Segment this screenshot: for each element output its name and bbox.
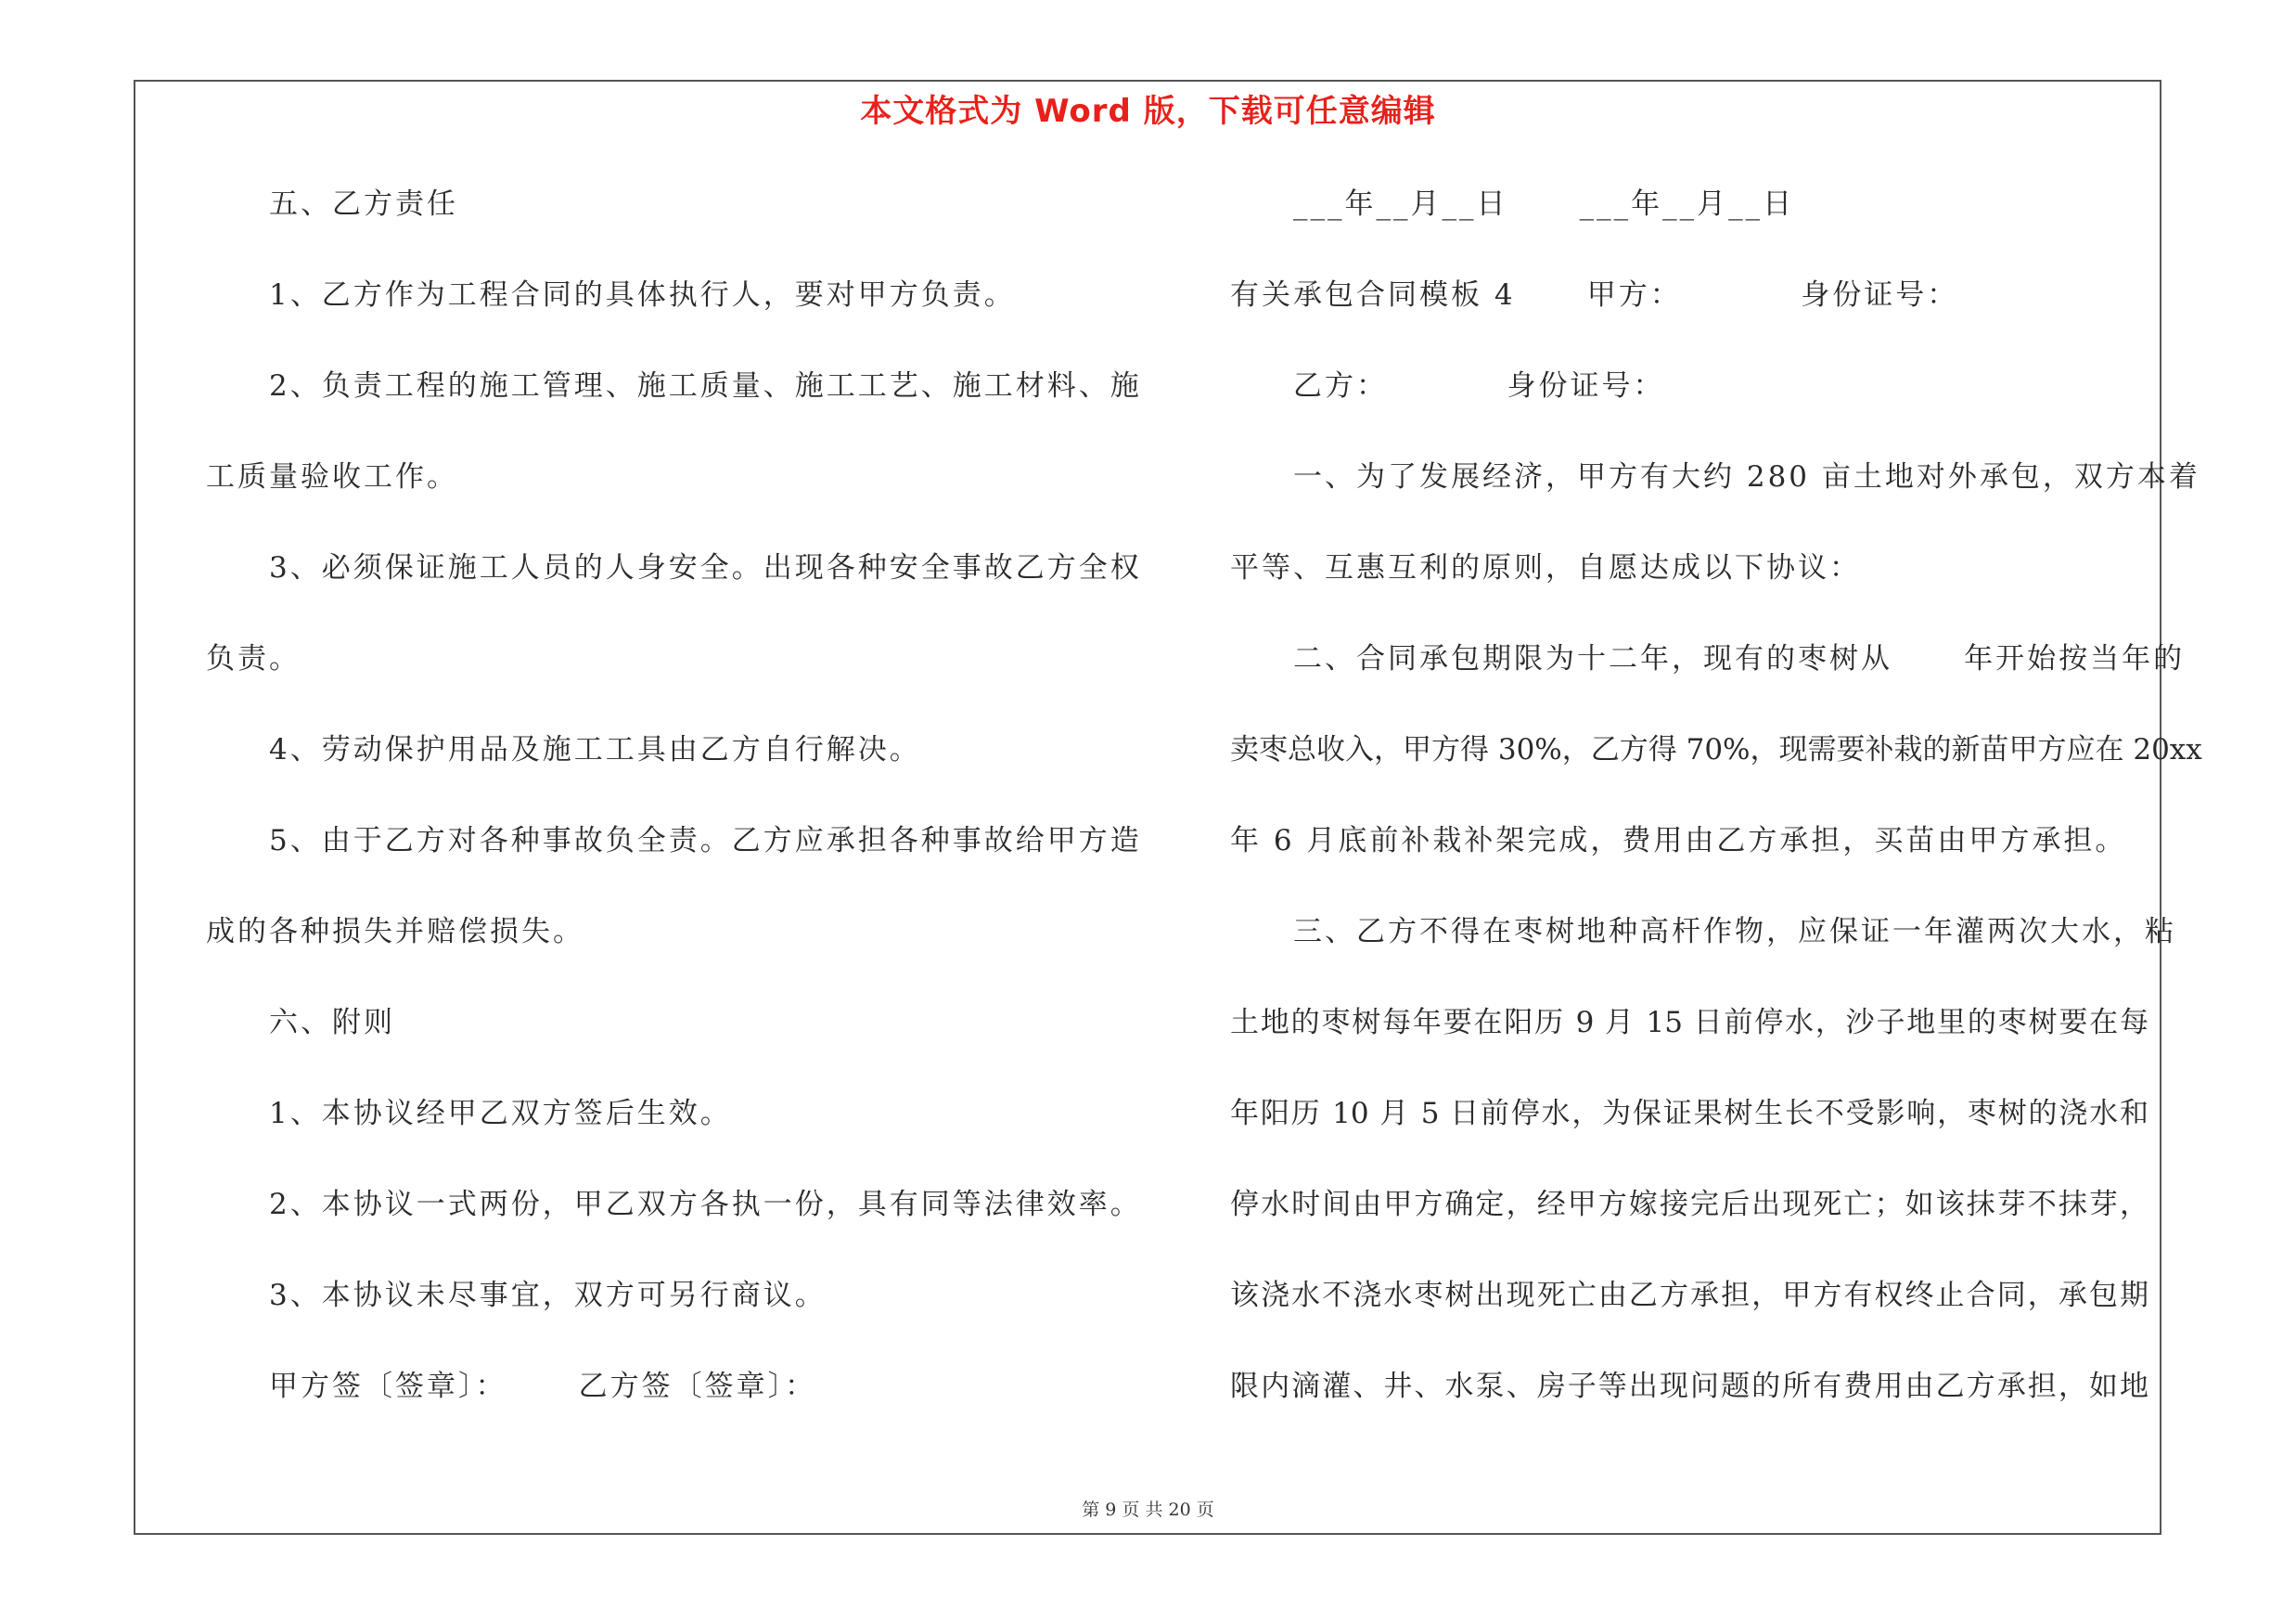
paragraph-line: 年阳历 10 月 5 日前停水，为保证果树生长不受影响，枣树的浇水和 <box>1230 1097 2148 1130</box>
section-heading: 六、附则 <box>269 1006 395 1039</box>
paragraph-line: 工质量验收工作。 <box>206 460 458 494</box>
signature-line: 甲方签〔签章〕： 乙方签〔签章〕： <box>269 1370 817 1403</box>
paragraph-line: 年 6 月底前补栽补架完成，费用由乙方承担，买苗由甲方承担。 <box>1230 824 2127 857</box>
paragraph-line: 2、本协议一式两份，甲乙双方各执一份，具有同等法律效率。 <box>269 1188 1142 1221</box>
paragraph-line: 停水时间由甲方确定，经甲方嫁接完后出现死亡；如该抹芽不抹芽， <box>1230 1188 2148 1221</box>
paragraph-line: 三、乙方不得在枣树地种高杆作物，应保证一年灌两次大水，粘 <box>1293 915 2176 948</box>
contract-title-line: 有关承包合同模板 4 甲方： 身份证号： <box>1230 278 1959 312</box>
paragraph-line: 3、必须保证施工人员的人身安全。出现各种安全事故乙方全权 <box>269 551 1142 585</box>
paragraph-line: 5、由于乙方对各种事故负全责。乙方应承担各种事故给甲方造 <box>269 824 1142 857</box>
paragraph-line: 该浇水不浇水枣树出现死亡由乙方承担，甲方有权终止合同，承包期 <box>1230 1279 2148 1312</box>
paragraph-line: 二、合同承包期限为十二年，现有的枣树从 年开始按当年的 <box>1293 642 2186 676</box>
page-number: 第 9 页 共 20 页 <box>1082 1500 1214 1520</box>
paragraph-line: 1、乙方作为工程合同的具体执行人，要对甲方负责。 <box>269 278 1016 312</box>
paragraph-line: 1、本协议经甲乙双方签后生效。 <box>269 1097 732 1130</box>
paragraph-line: 4、劳动保护用品及施工工具由乙方自行解决。 <box>269 733 921 766</box>
paragraph-line: 限内滴灌、井、水泵、房子等出现问题的所有费用由乙方承担，如地 <box>1230 1370 2148 1403</box>
paragraph-line: 卖枣总收入，甲方得 30%，乙方得 70%，现需要补栽的新苗甲方应在 20xx <box>1230 733 2202 766</box>
date-line: ___年__月__日 ___年__月__日 <box>1293 187 1795 221</box>
paragraph-line: 3、本协议未尽事宜，双方可另行商议。 <box>269 1279 827 1312</box>
paragraph-line: 一、为了发展经济，甲方有大约 280 亩土地对外承包，双方本着 <box>1293 460 2200 494</box>
party-line: 乙方： 身份证号： <box>1293 369 1665 403</box>
paragraph-line: 负责。 <box>206 642 301 676</box>
paragraph-line: 土地的枣树每年要在阳历 9 月 15 日前停水，沙子地里的枣树要在每 <box>1230 1006 2148 1039</box>
paragraph-line: 成的各种损失并赔偿损失。 <box>206 915 584 948</box>
section-heading: 五、乙方责任 <box>269 187 458 221</box>
paragraph-line: 2、负责工程的施工管理、施工质量、施工工艺、施工材料、施 <box>269 369 1142 403</box>
paragraph-line: 平等、互惠互利的原则，自愿达成以下协议： <box>1230 551 1861 585</box>
format-banner: 本文格式为 Word 版，下载可任意编辑 <box>860 93 1436 130</box>
